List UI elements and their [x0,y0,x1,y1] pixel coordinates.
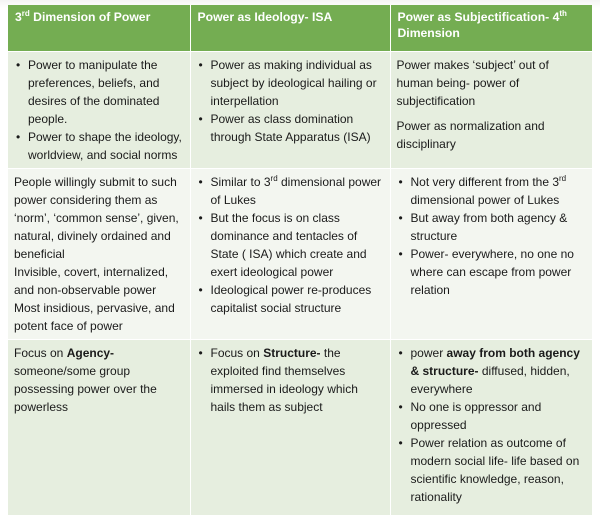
header-row [8,5,592,51]
header-ideology-isa: Power as Ideology- ISA [190,5,390,51]
bullet-dot-icon: • [198,174,203,189]
bullet-dot-icon: • [16,129,21,144]
row3-col1-cell [8,339,190,515]
list-item: • Power relation as outcome of modern social life- life based on scientific knowledge, reason, rationality [398,435,580,504]
cell-text: Power as normalization and disciplinary [396,118,545,151]
bullet-dot-icon: • [398,345,403,360]
list-item: • Power to manipulate the preferences, beliefs, and desires of the dominated people. [16,57,160,126]
list-item: • Similar to 3rd dimensional power of Lukes [198,173,382,207]
list-item: • Power as making individual as subject by ideological hailing or interpellation [198,57,377,108]
bullet-dot-icon: • [398,246,403,261]
bullet-dot-icon: • [398,210,403,225]
bullet-dot-icon: • [198,345,203,360]
table-row [8,339,592,515]
list-item: • But the focus is on class dominance and tentacles of State ( ISA) which create and exert ideological power [198,210,367,279]
cell-text: Power makes ‘subject’ out of human being- power of subjectification [396,57,549,108]
bullet-dot-icon: • [398,174,403,189]
list-item: • power away from both agency & structure- diffused, hidden, everywhere [398,345,580,396]
list-item: • Ideological power re-produces capitalist social structure [198,282,372,315]
list-item: • But away from both agency & structure [398,210,568,243]
row3-col2-cell [190,339,390,515]
row1-col1-cell [8,51,190,168]
bullet-dot-icon: • [198,111,203,126]
bullet-dot-icon: • [16,57,21,72]
list-item: • No one is oppressor and oppressed [398,399,542,432]
bullet-dot-icon: • [198,57,203,72]
comparison-table [8,5,592,515]
list-item: • Power- everywhere, no one no where can escape from power relation [398,246,574,297]
list-item: • Focus on Structure- the exploited find themselves immersed in ideology which hails them as subject [198,345,358,414]
bullet-dot-icon: • [198,282,203,297]
cell-text: Most insidious, pervasive, and potent face of power [14,300,175,333]
list-item: • Power to shape the ideology, worldview, and social norms [16,129,182,162]
row1-col2-cell [190,51,390,168]
bullet-dot-icon: • [398,399,403,414]
header-third-dimension: 3rd Dimension of Power [8,5,190,51]
table-row [8,168,592,339]
list-item: • Power as class domination through State Apparatus (ISA) [198,111,371,144]
row2-col3-cell [390,168,592,339]
row3-col3-cell [390,339,592,515]
row2-col1-cell [8,168,190,339]
cell-text: People willingly submit to such power considering them as ‘norm’, ‘common sense’, given, natural, divinely ordained and beneficial [14,174,179,261]
cell-text: Focus on Agency- someone/some group possessing power over the powerless [14,345,157,414]
cell-text: Invisible, covert, internalized, and non-observable power [14,264,169,297]
row1-col3-cell [390,51,592,168]
header-subjectification: Power as Subjectification- 4th Dimension [390,5,592,51]
table-row [8,51,592,168]
list-item: • Not very different from the 3rd dimensional power of Lukes [398,173,567,207]
bullet-dot-icon: • [198,210,203,225]
bullet-dot-icon: • [398,435,403,450]
row2-col2-cell [190,168,390,339]
